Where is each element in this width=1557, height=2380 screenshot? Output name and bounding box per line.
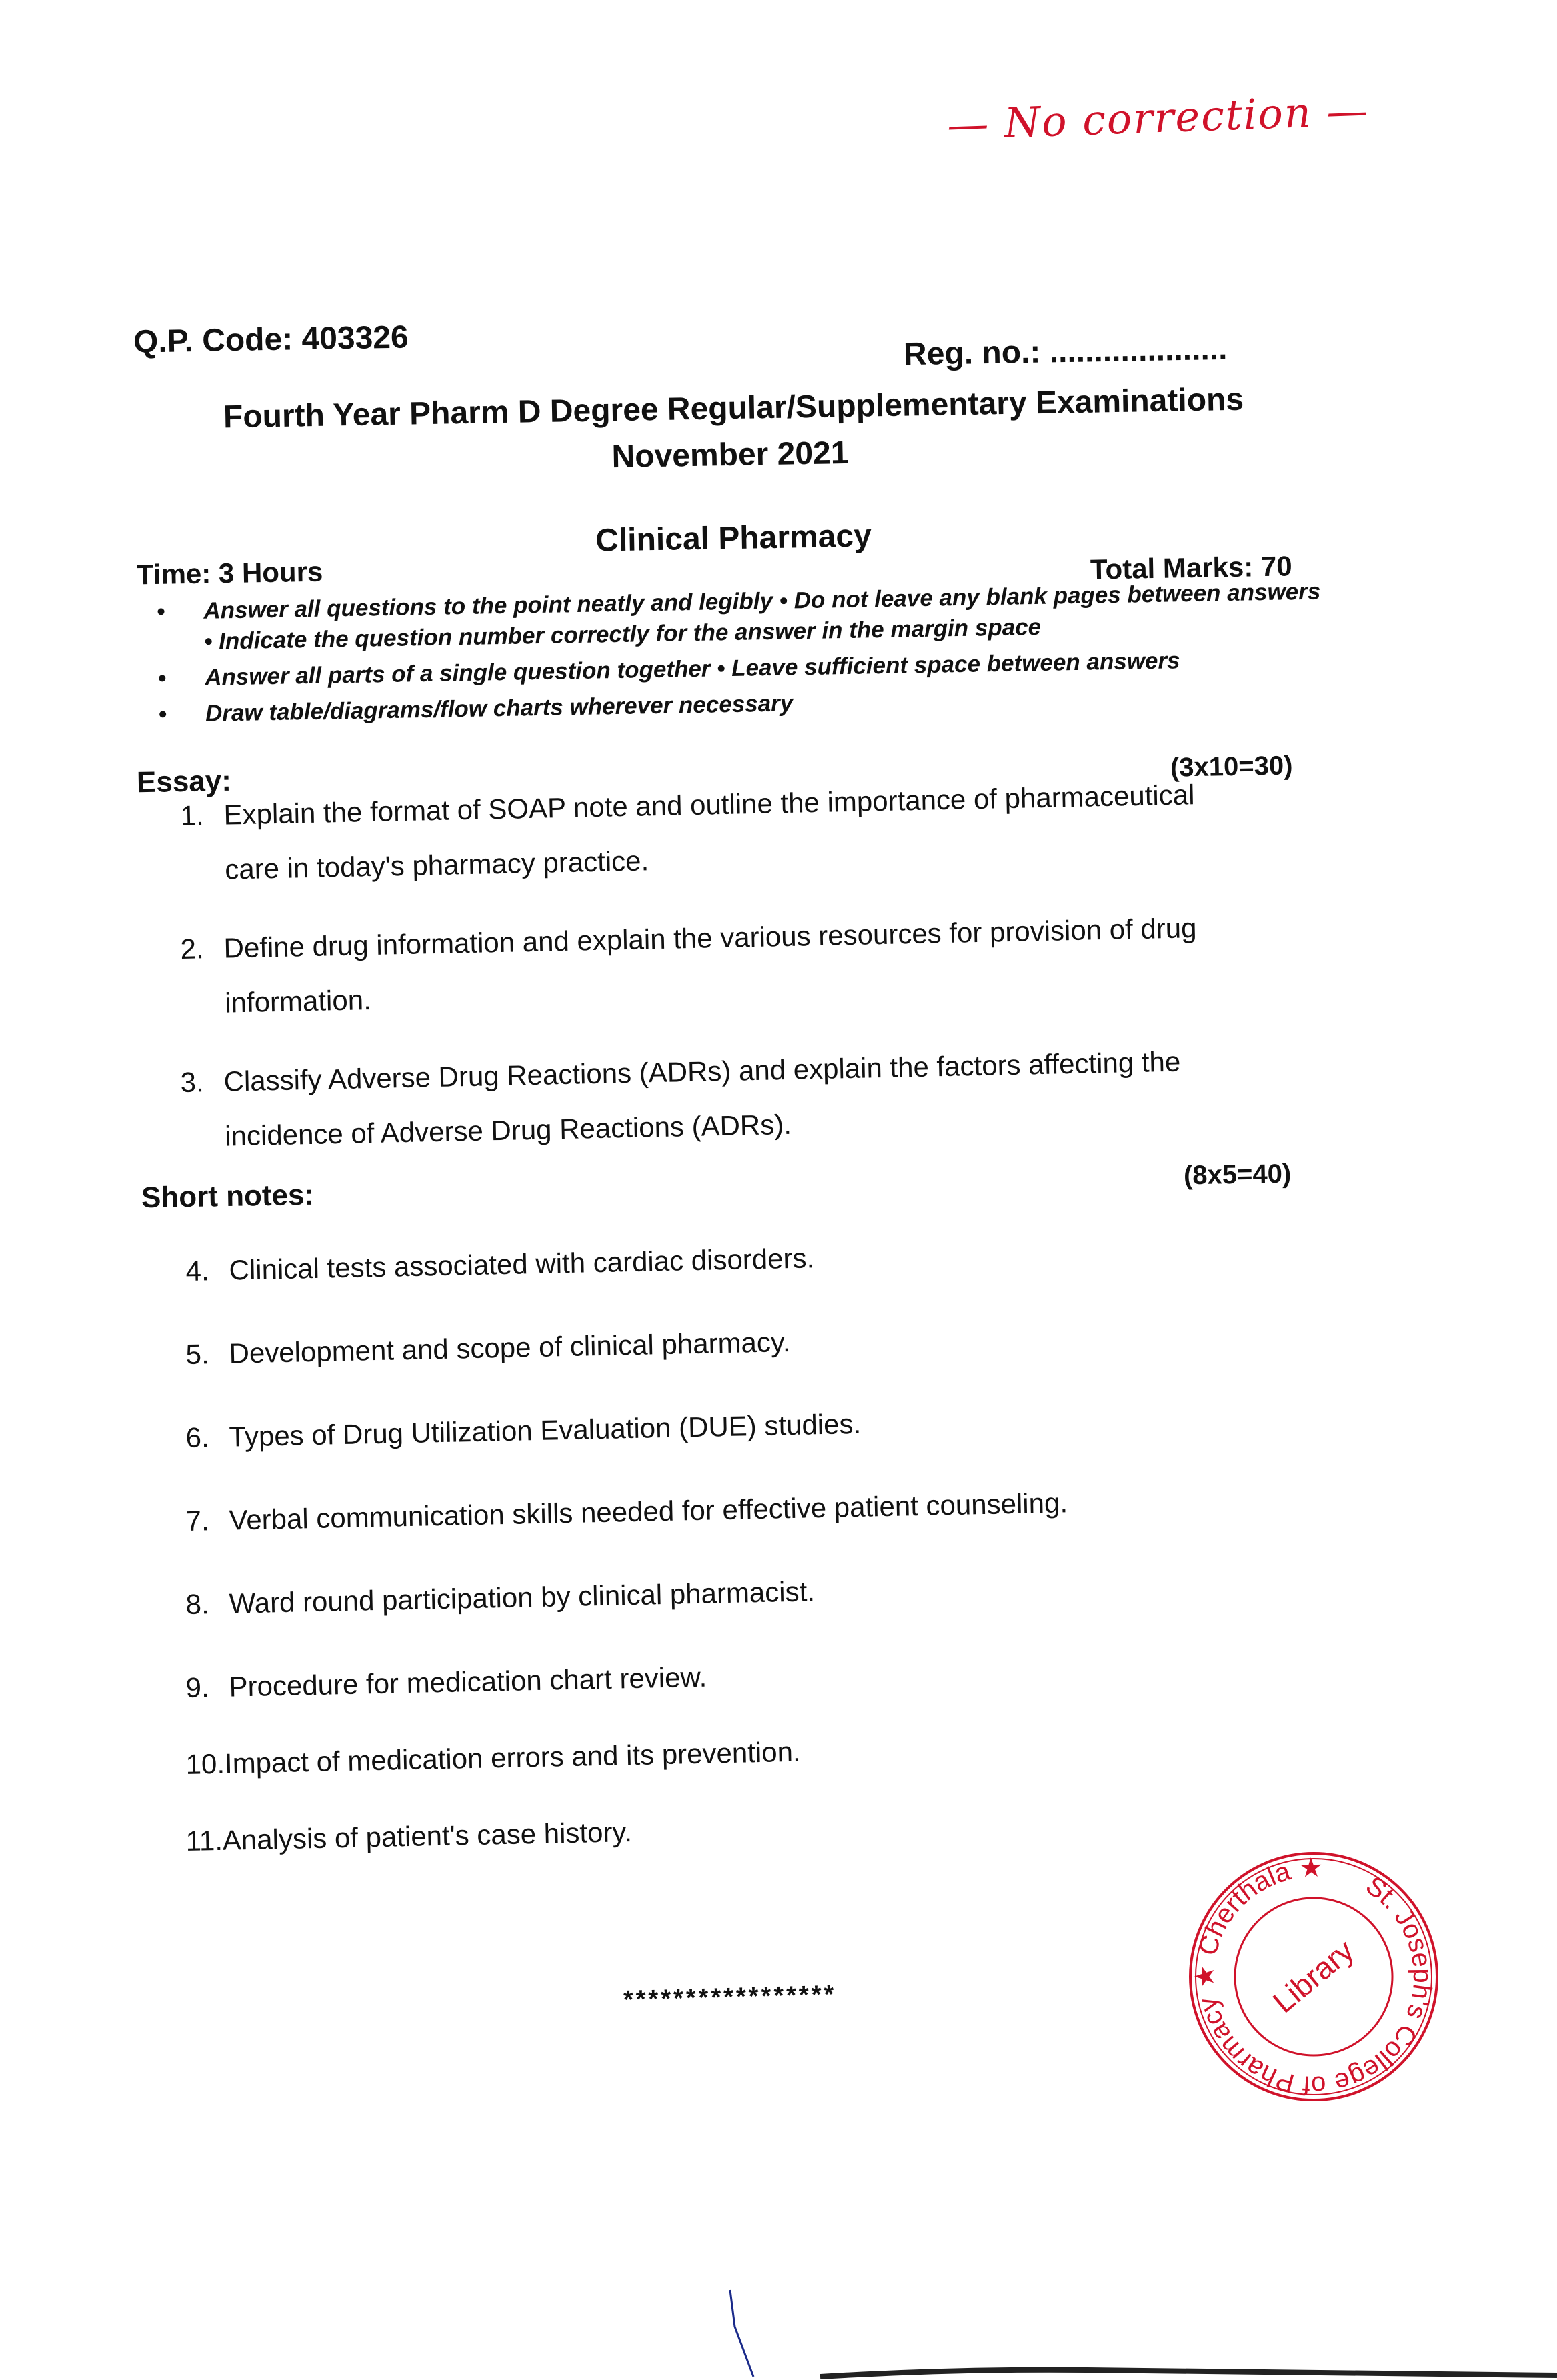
- question-text-continued: care in today's pharmacy practice.: [224, 845, 649, 885]
- stamp-outer-text: St. Joseph's College of Pharmacy ★ Cherthala ★: [1190, 1853, 1438, 2101]
- question-text: Types of Drug Utilization Evaluation (DUE) studies.: [229, 1407, 862, 1453]
- short-note-question: [185, 1813, 633, 1861]
- essay-question: [180, 1043, 1182, 1157]
- question-number: 8.: [185, 1588, 210, 1620]
- short-note-question: [185, 1733, 801, 1784]
- question-text: Development and scope of clinical pharmacy.: [229, 1326, 791, 1369]
- question-number: 4.: [185, 1255, 210, 1287]
- question-number: 2.: [180, 933, 205, 965]
- pen-stroke-mark: [727, 2287, 767, 2380]
- page-edge-shadow: [820, 2357, 1557, 2380]
- question-text: Procedure for medication chart review.: [229, 1661, 707, 1703]
- bullet-icon: •: [158, 701, 167, 727]
- question-number: 11.: [185, 1824, 223, 1857]
- instructions-list: [157, 576, 1326, 735]
- essay-section-marks: (3x10=30): [1170, 751, 1293, 783]
- question-text: Impact of medication errors and its prevention.: [224, 1735, 802, 1779]
- question-text-continued: incidence of Adverse Drug Reactions (ADRs).: [224, 1108, 792, 1152]
- degree-title: Fourth Year Pharm D Degree Regular/Supplementary Examinations: [223, 381, 1244, 435]
- stamp-center-text: Library: [1266, 1933, 1360, 2020]
- question-text: Analysis of patient's case history.: [222, 1815, 633, 1856]
- exam-month: November 2021: [611, 435, 849, 475]
- subject-title: Clinical Pharmacy: [595, 518, 872, 559]
- short-note-question: [185, 1239, 815, 1291]
- question-text: Ward round participation by clinical pharmacist.: [229, 1575, 816, 1619]
- question-text: Classify Adverse Drug Reactions (ADRs) and explain the factors affecting the: [223, 1045, 1181, 1097]
- essay-section-label: Essay:: [136, 764, 232, 799]
- bullet-icon: •: [157, 598, 165, 625]
- question-text: Define drug information and explain the various resources for provision of drug: [223, 912, 1197, 964]
- instruction-text: Answer all parts of a single question together • Leave sufficient space between answers: [204, 647, 1180, 691]
- reg-no-field: Reg. no.: ....................: [903, 331, 1228, 373]
- total-marks: Total Marks: 70: [1090, 550, 1293, 585]
- short-notes-section-marks: (8x5=40): [1183, 1159, 1292, 1191]
- short-note-question: [185, 1658, 707, 1707]
- instruction-text: Draw table/diagrams/flow charts wherever necessary: [205, 690, 794, 727]
- question-number: 6.: [185, 1421, 210, 1453]
- short-notes-section-label: Short notes:: [141, 1178, 315, 1215]
- short-note-question: [185, 1483, 1068, 1541]
- question-number: 10.: [185, 1747, 225, 1780]
- question-text-continued: information.: [224, 984, 372, 1019]
- question-number: 7.: [185, 1505, 210, 1537]
- library-stamp: [1180, 1843, 1447, 2110]
- question-number: 9.: [185, 1671, 210, 1703]
- question-text: Verbal communication skills needed for effective patient counseling.: [229, 1487, 1068, 1536]
- question-text: Clinical tests associated with cardiac disorders.: [229, 1242, 815, 1286]
- question-text: Explain the format of SOAP note and outline the importance of pharmaceutical: [223, 779, 1195, 831]
- short-note-question: [185, 1323, 791, 1374]
- essay-question: [180, 775, 1196, 890]
- question-number: 1.: [180, 799, 205, 831]
- instruction-text: Answer all questions to the point neatly and legibly • Do not leave any blank pages between answers • Indicate the question number correctly for the answer in the margin space: [203, 578, 1321, 655]
- end-of-paper-marker: *****************: [623, 1980, 837, 2015]
- question-number: 3.: [180, 1066, 205, 1098]
- bullet-icon: •: [157, 665, 167, 691]
- stamp-icon: [1180, 1843, 1447, 2110]
- essay-question: [180, 909, 1198, 1023]
- short-note-question: [185, 1405, 862, 1457]
- short-note-question: [185, 1572, 816, 1624]
- handwritten-note: — No correction —: [946, 85, 1370, 150]
- qp-code: Q.P. Code: 403326: [133, 319, 409, 360]
- question-number: 5.: [185, 1338, 210, 1370]
- exam-time: Time: 3 Hours: [136, 555, 323, 591]
